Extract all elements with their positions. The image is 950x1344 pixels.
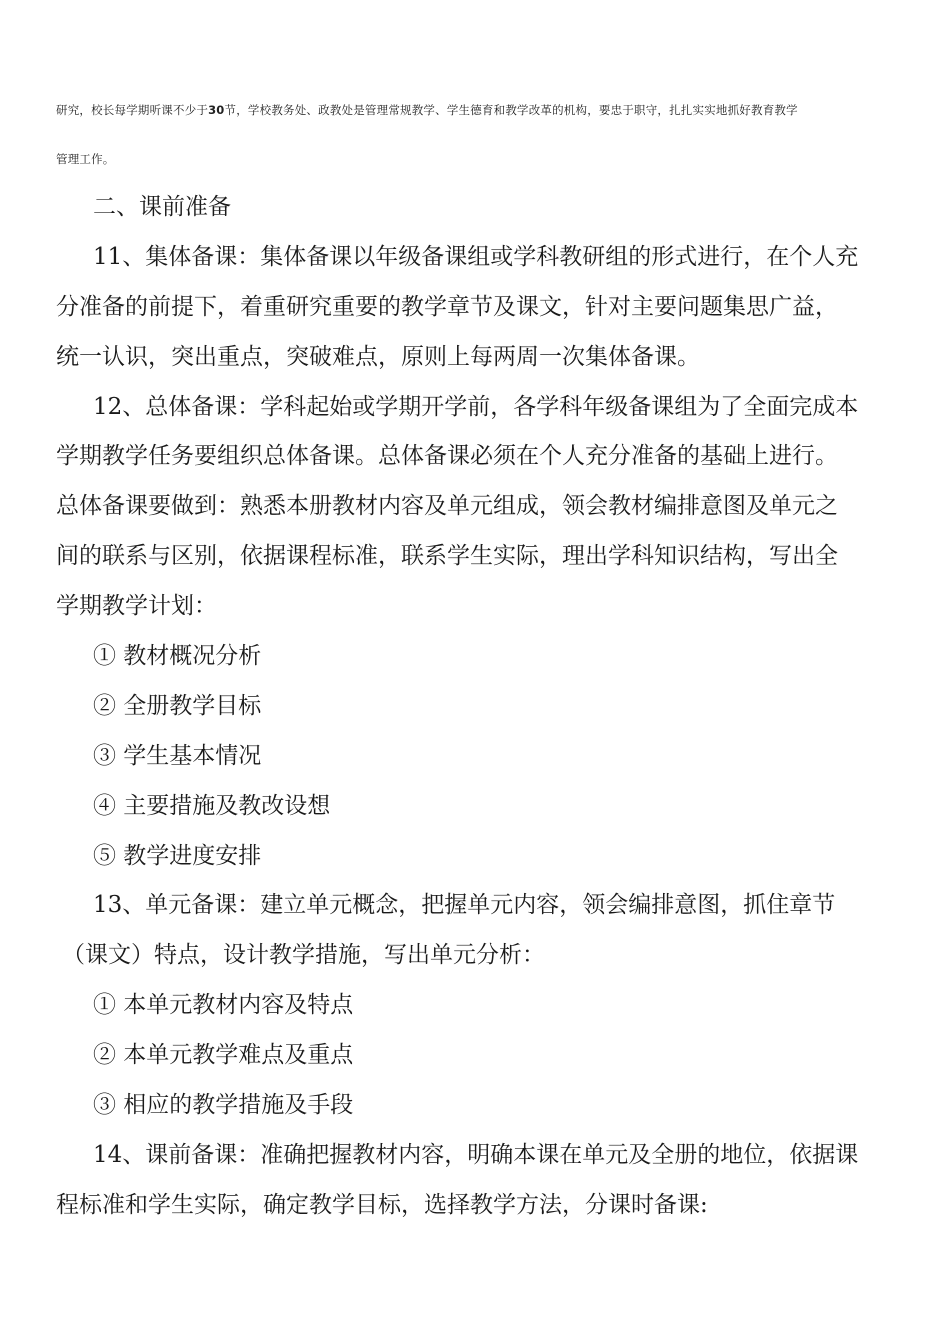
para12-line-4: 间的联系与区别，依据课程标准，联系学生实际，理出学科知识结构，写出全 (56, 543, 838, 569)
para11-line-3: 统一认识，突出重点，突破难点，原则上每两周一次集体备课。 (56, 344, 700, 370)
list13-item-2: ② 本单元教学难点及重点 (93, 1042, 354, 1068)
list12-item-4: ④ 主要措施及教改设想 (93, 793, 331, 819)
para11-line-2: 分准备的前提下，着重研究重要的教学章节及课文，针对主要问题集思广益， (56, 294, 838, 320)
para13-line-2: （课文）特点，设计教学措施，写出单元分析： (62, 942, 545, 968)
list13-item-3: ③ 相应的教学措施及手段 (93, 1092, 354, 1118)
intro-line-2: 管理工作。 (56, 152, 115, 166)
list12-item-2: ② 全册教学目标 (93, 693, 262, 719)
para13-line-1: 13、单元备课：建立单元概念，把握单元内容，领会编排意图，抓住章节 (93, 892, 836, 918)
intro-line-1: 研究，校长每学期听课不少于30节，学校教务处、政教处是管理常规教学、学生德育和教学改革的机构，要忠于职守，扎扎实实地抓好教育教学 (56, 103, 798, 117)
list12-item-3: ③ 学生基本情况 (93, 743, 262, 769)
para12-line-1: 12、总体备课：学科起始或学期开学前，各学科年级备课组为了全面完成本 (93, 394, 859, 420)
para12-line-5: 学期教学计划： (56, 593, 217, 619)
list12-item-1: ① 教材概况分析 (93, 643, 262, 669)
list12-item-5: ⑤ 教学进度安排 (93, 843, 262, 869)
section-title: 二、课前准备 (93, 194, 231, 220)
para12-line-3: 总体备课要做到：熟悉本册教材内容及单元组成，领会教材编排意图及单元之 (56, 493, 838, 519)
list13-item-1: ① 本单元教材内容及特点 (93, 992, 354, 1018)
para12-line-2: 学期教学任务要组织总体备课。总体备课必须在个人充分准备的基础上进行。 (56, 443, 838, 469)
para14-line-1: 14、课前备课：准确把握教材内容，明确本课在单元及全册的地位，依据课 (93, 1142, 859, 1168)
para11-line-1: 11、集体备课：集体备课以年级备课组或学科教研组的形式进行，在个人充 (93, 244, 859, 270)
para14-line-2: 程标准和学生实际，确定教学目标，选择教学方法，分课时备课: (56, 1192, 708, 1218)
